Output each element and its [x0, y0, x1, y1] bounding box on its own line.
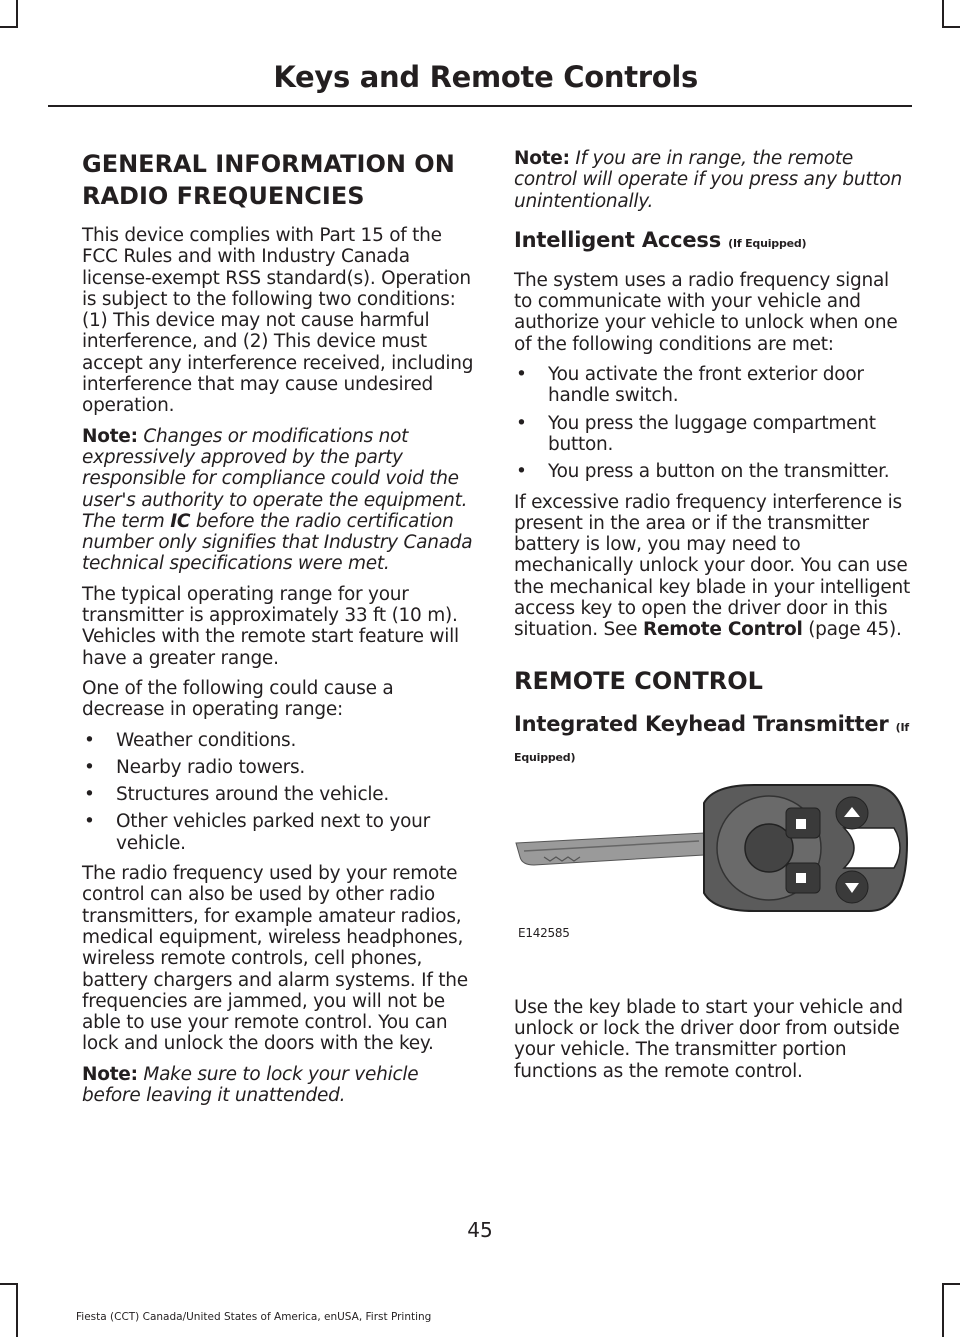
paragraph-mechanical-unlock: If excessive radio frequency interference is present in the area or if the transmitter battery is low, you may need to mechanically unlock your door. You can use the mechanical key blade in your intelligent access key to open the driver door in this situation. See Remote Control (page 45).: [514, 491, 911, 641]
list-item: • Other vehicles parked next to your vehicle.: [84, 811, 430, 854]
note-label: Note:: [82, 1063, 138, 1085]
page-number: 45: [467, 1218, 493, 1242]
crop-mark: [942, 1283, 960, 1285]
crop-mark: [942, 26, 960, 28]
header-rule: [48, 105, 912, 107]
lock-icon: [796, 819, 806, 829]
paragraph-radio-interference: The radio frequency used by your remote control can also be used by other radio transmitters, for example amateur radios, medical equipment, wireless headphones, wireless remote controls, cell phones, battery chargers and alarm systems. If the frequencies are jammed, you will not be able to use your remote control. You can lock and unlock the doors with the key.: [82, 863, 468, 1055]
note-lock-vehicle: Note: Make sure to lock your vehicle before leaving it unattended.: [82, 1063, 419, 1106]
range-factors-list: [82, 730, 477, 854]
paragraph-range-decrease: One of the following could cause a decrease in operating range:: [82, 677, 394, 721]
cross-reference-link[interactable]: Remote Control: [642, 619, 803, 641]
crop-mark: [942, 1283, 944, 1337]
unlock-icon: [796, 873, 806, 883]
section-title: Keys and Remote Controls: [273, 60, 698, 94]
paragraph-operating-range: The typical operating range for your transmitter is approximately 33 ft (10 m). Vehicles with the remote start feature will have a greater range.: [82, 583, 459, 669]
crop-mark: [942, 0, 944, 26]
note-modifications: Note: Changes or modifications not expressively approved by the party responsible for compliance could void the user's authority to operate the equipment. The term IC before the radio certification number only signifies that Industry Canada technical specifications were met.: [82, 425, 473, 575]
unlock-conditions-list: [514, 364, 910, 482]
paragraph-key-blade: Use the key blade to start your vehicle and unlock or lock the driver door from outside your vehicle. The transmitter portion functions as the remote control.: [514, 996, 903, 1082]
paragraph-intelligent-access: The system uses a radio frequency signal to communicate with your vehicle and authorize your vehicle to unlock when one of the following conditions are met:: [514, 269, 898, 355]
right-column: [514, 148, 910, 1091]
heading-intelligent-access: Intelligent Access (If Equipped): [514, 227, 807, 252]
heading-radio-frequencies: GENERAL INFORMATION ON RADIO FREQUENCIES: [82, 150, 455, 210]
note-label: Note:: [82, 425, 138, 447]
crop-mark: [16, 1283, 18, 1337]
note-range-unintentional: Note: If you are in range, the remote control will operate if you press any button unintentionally.: [514, 148, 902, 212]
list-item: • You press the luggage compartment button.: [516, 412, 876, 455]
list-item: • Structures around the vehicle.: [84, 784, 390, 806]
figure-code: E142585: [518, 925, 570, 940]
crop-mark: [0, 1283, 18, 1285]
crop-mark: [16, 0, 18, 26]
keyhead-transmitter-illustration: [514, 783, 910, 933]
list-item: • Nearby radio towers.: [84, 756, 305, 778]
list-item: • Weather conditions.: [84, 729, 297, 751]
footer: Fiesta (CCT) Canada/United States of America, enUSA, First Printing: [76, 1311, 432, 1323]
heading-integrated-keyhead: Integrated Keyhead Transmitter (If Equipped): [514, 711, 909, 764]
heading-remote-control: REMOTE CONTROL: [514, 666, 763, 695]
crop-mark: [0, 26, 18, 28]
note-label: Note:: [514, 148, 570, 169]
key-figure: [514, 783, 910, 983]
term-ic: IC: [170, 510, 191, 532]
list-item: • You press a button on the transmitter.: [516, 461, 890, 483]
list-item: • You activate the front exterior door handle switch.: [516, 364, 864, 407]
paragraph-fcc-compliance: This device complies with Part 15 of the FCC Rules and with Industry Canada license-exempt RSS standard(s). Operation is subject to the following two conditions: (1) This device may not cause harmful interference, and (2) This device must accept any interference received, including interference that may cause undesired operation.: [82, 225, 474, 417]
left-column: [82, 148, 477, 1115]
key-blade: [516, 833, 704, 865]
